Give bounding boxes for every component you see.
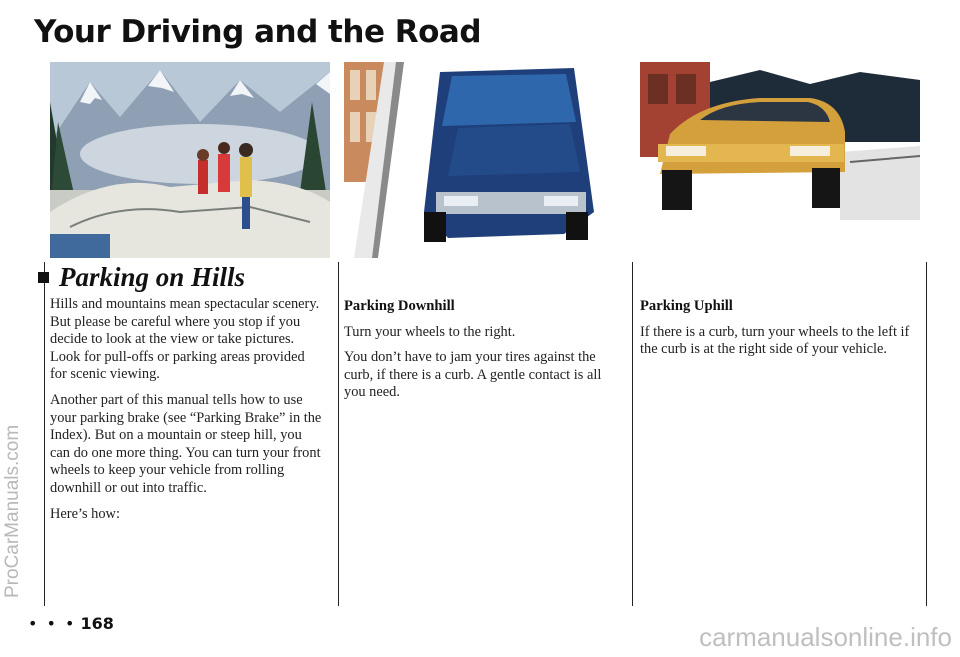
- intro-paragraph: Here’s how:: [50, 505, 120, 522]
- column-rule-middle-left: [338, 262, 339, 606]
- intro-column: [50, 296, 322, 531]
- watermark-vertical: [2, 424, 23, 618]
- page-number-dots: • • •: [28, 614, 77, 633]
- uphill-paragraph: If there is a curb, turn your wheels to the left if the curb is at the right side of your vehicle.: [640, 323, 910, 358]
- watermark-bottom: carmanualsonline.info: [699, 622, 952, 652]
- intro-paragraph: Another part of this manual tells how to use your parking brake (see “Parking Brake” in the Index). But on a mountain or steep hill, you can do one more thing. You can turn your front wheels to keep your vehicle from rolling downhill or out into traffic.: [50, 391, 322, 496]
- parking-downhill-illustration: [344, 62, 608, 258]
- square-bullet-icon: [38, 272, 49, 283]
- section-heading: [38, 262, 245, 293]
- column-rule-left: [44, 262, 45, 606]
- column-rule-right: [926, 262, 927, 606]
- intro-paragraph: Hills and mountains mean spectacular scenery. But please be careful where you stop if you decide to look at the view or take pictures. Look for pull-offs or parking areas provided for scenic viewing.: [50, 296, 320, 383]
- watermark-vertical-text: ProCarManuals.com: [2, 424, 23, 598]
- parking-downhill-drawing: [344, 62, 608, 258]
- downhill-heading: Parking Downhill: [344, 298, 455, 314]
- parking-uphill-illustration: [640, 62, 920, 220]
- scenic-overlook-illustration: [50, 62, 330, 258]
- uphill-heading: Parking Uphill: [640, 298, 733, 314]
- scenic-overlook-drawing: [50, 62, 330, 258]
- page-number: [28, 614, 114, 633]
- parking-uphill-drawing: [640, 62, 920, 220]
- page-title: Your Driving and the Road: [34, 14, 482, 50]
- downhill-column: [344, 298, 606, 410]
- downhill-paragraph: Turn your wheels to the right.: [344, 323, 516, 340]
- section-heading-text: Parking on Hills: [59, 262, 246, 292]
- column-rule-middle-right: [632, 262, 633, 606]
- uphill-column: [640, 298, 912, 367]
- downhill-paragraph: You don’t have to jam your tires against the curb, if there is a curb. A gentle contact is all you need.: [344, 349, 602, 401]
- page-number-value: 168: [80, 614, 114, 633]
